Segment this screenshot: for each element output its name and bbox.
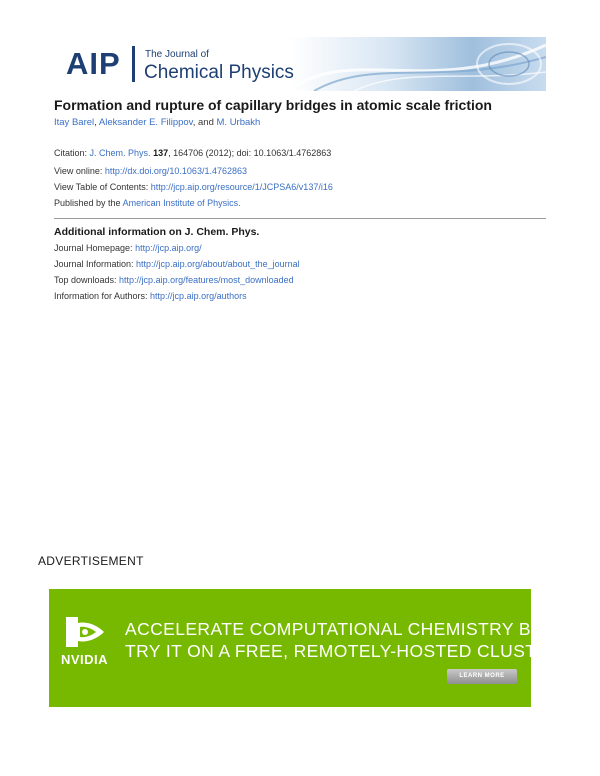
citation-details: , 164706 (2012); doi: 10.1063/1.4762863 xyxy=(168,148,332,158)
logo-divider xyxy=(132,46,135,82)
info-label: Information for Authors: xyxy=(54,291,151,301)
journal-banner xyxy=(54,37,546,91)
additional-info-heading: Additional information on J. Chem. Phys. xyxy=(54,226,260,238)
citation-label: Citation: xyxy=(54,148,90,158)
learn-more-button[interactable]: LEARN MORE xyxy=(447,669,517,684)
author-separator: , xyxy=(94,117,99,128)
volume-number: 137 xyxy=(153,148,169,158)
author-link[interactable]: Aleksander E. Filippov xyxy=(98,117,193,128)
journal-info-link[interactable]: http://jcp.aip.org/about/about_the_journal xyxy=(136,259,300,269)
author-separator: , and xyxy=(192,117,217,128)
info-line-homepage xyxy=(54,243,202,253)
view-online-line xyxy=(54,166,247,176)
journal-name: Chemical Physics xyxy=(144,62,294,83)
banner-swoosh-graphic xyxy=(294,37,546,91)
section-divider xyxy=(54,218,546,219)
info-label: Top downloads: xyxy=(54,275,120,285)
advertisement-label: ADVERTISEMENT xyxy=(38,554,144,568)
ad-headline-2: TRY IT ON A FREE, REMOTELY-HOSTED CLUSTER. xyxy=(125,641,567,661)
citation-line xyxy=(54,148,331,158)
author-list xyxy=(54,117,260,128)
publisher-link[interactable]: American Institute of Physics. xyxy=(122,198,241,208)
author-link[interactable]: Itay Barel xyxy=(54,117,95,128)
toc-link[interactable]: http://jcp.aip.org/resource/1/JCPSA6/v137/i16 xyxy=(150,182,333,192)
authors-info-link[interactable]: http://jcp.aip.org/authors xyxy=(150,291,247,301)
view-toc-line xyxy=(54,182,333,192)
article-title: Formation and rupture of capillary bridges in atomic scale friction xyxy=(54,97,492,113)
top-downloads-link[interactable]: http://jcp.aip.org/features/most_downloaded xyxy=(119,275,294,285)
info-line-top-downloads xyxy=(54,275,294,285)
ad-headline-1: ACCELERATE COMPUTATIONAL CHEMISTRY BY 5X. xyxy=(125,619,576,639)
nvidia-wordmark: NVIDIA xyxy=(61,652,109,667)
journal-subtitle: The Journal of xyxy=(145,49,209,60)
nvidia-ad-banner[interactable] xyxy=(49,589,576,707)
homepage-link[interactable]: http://jcp.aip.org/ xyxy=(135,243,202,253)
journal-link[interactable]: J. Chem. Phys. xyxy=(89,148,151,158)
info-line-authors xyxy=(54,291,247,301)
info-line-journal-info xyxy=(54,259,300,269)
published-label: Published by the xyxy=(54,198,123,208)
author-link[interactable]: M. Urbakh xyxy=(216,117,261,128)
view-online-label: View online: xyxy=(54,166,105,176)
info-label: Journal Information: xyxy=(54,259,137,269)
info-label: Journal Homepage: xyxy=(54,243,136,253)
aip-logo: AIP xyxy=(66,46,121,81)
doi-link[interactable]: http://dx.doi.org/10.1063/1.4762863 xyxy=(104,166,247,176)
nvidia-eye-icon xyxy=(66,617,106,647)
view-toc-label: View Table of Contents: xyxy=(54,182,151,192)
published-by-line xyxy=(54,198,241,208)
